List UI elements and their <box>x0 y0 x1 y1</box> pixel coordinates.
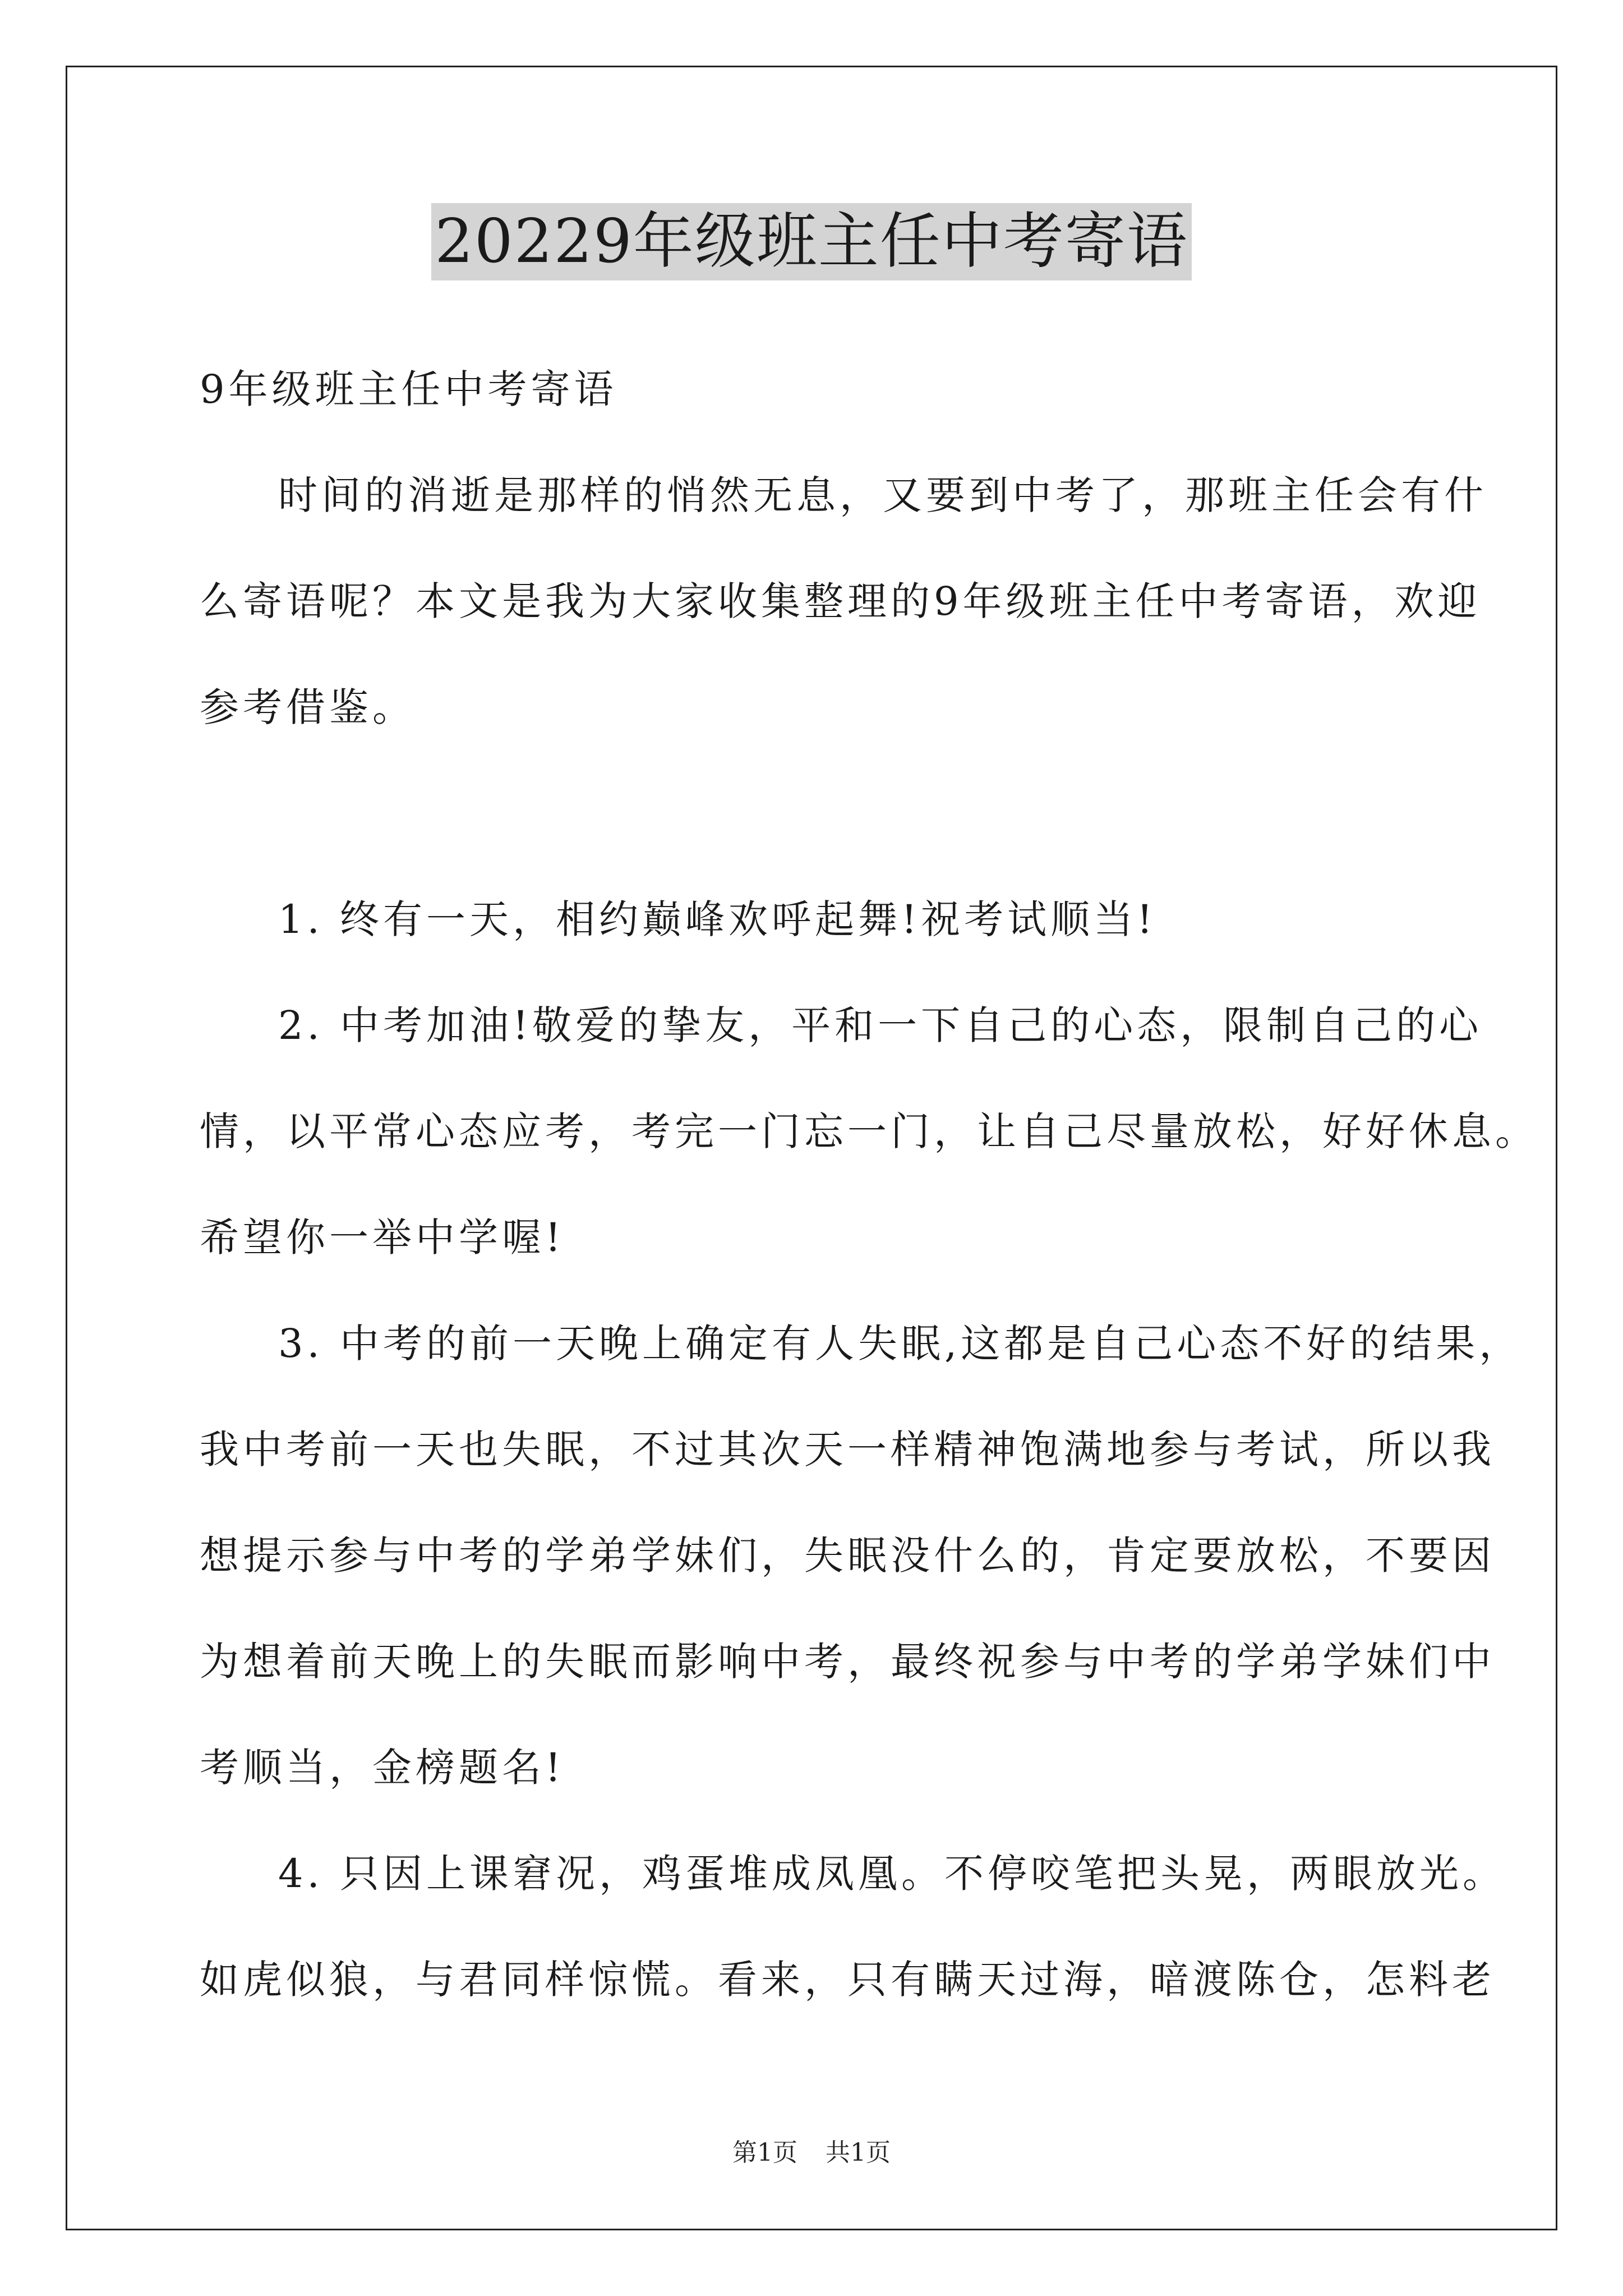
page-number-total: 共1页 <box>826 2138 891 2167</box>
title-area <box>0 203 1623 280</box>
item-line: 情，以平常心态应考，考完一门忘一门，让自己尽量放松，好好休息。 <box>200 1108 1538 1154</box>
intro-line: 么寄语呢？本文是我为大家收集整理的9年级班主任中考寄语，欢迎 <box>200 578 1481 624</box>
paragraph-gap <box>200 761 1433 867</box>
intro-line: 参考借鉴。 <box>200 684 416 730</box>
item-line: 希望你一举中学喔! <box>200 1214 565 1260</box>
item-4-paragraph <box>200 1821 1506 2033</box>
item-line: 1. 终有一天，相约巅峰欢呼起舞!祝考试顺当! <box>278 896 1157 942</box>
document-subtitle: 9年级班主任中考寄语 <box>200 366 617 412</box>
page-number-current: 第1页 <box>732 2138 797 2167</box>
item-line: 为想着前天晚上的失眠而影响中考，最终祝参与中考的学弟学妹们中 <box>200 1639 1495 1685</box>
item-line: 4. 只因上课窘况，鸡蛋堆成凤凰。不停咬笔把头晃，两眼放光。 <box>278 1851 1506 1897</box>
item-line: 2. 中考加油!敬爱的挚友，平和一下自己的心态，限制自己的心 <box>278 1002 1483 1048</box>
item-line: 如虎似狼，与君同样惊慌。看来，只有瞒天过海，暗渡陈仓，怎料老 <box>200 1957 1495 2003</box>
intro-line: 时间的消逝是那样的悄然无息，又要到中考了，那班主任会有什 <box>278 472 1487 518</box>
item-line: 想提示参与中考的学弟学妹们，失眠没什么的，肯定要放松，不要因 <box>200 1533 1495 1579</box>
document-body <box>200 337 1538 2033</box>
item-line: 3. 中考的前一天晚上确定有人失眠,这都是自己心态不好的结果， <box>278 1320 1523 1366</box>
document-title: 20229年级班主任中考寄语 <box>431 203 1192 280</box>
item-3-paragraph <box>200 1291 1523 1821</box>
intro-paragraph <box>200 443 1487 761</box>
item-line: 考顺当，金榜题名! <box>200 1745 565 1791</box>
item-2-paragraph <box>200 973 1538 1291</box>
item-line: 我中考前一天也失眠，不过其次天一样精神饱满地参与考试，所以我 <box>200 1427 1495 1473</box>
page-footer <box>0 2136 1623 2170</box>
item-1-paragraph <box>200 867 1433 973</box>
